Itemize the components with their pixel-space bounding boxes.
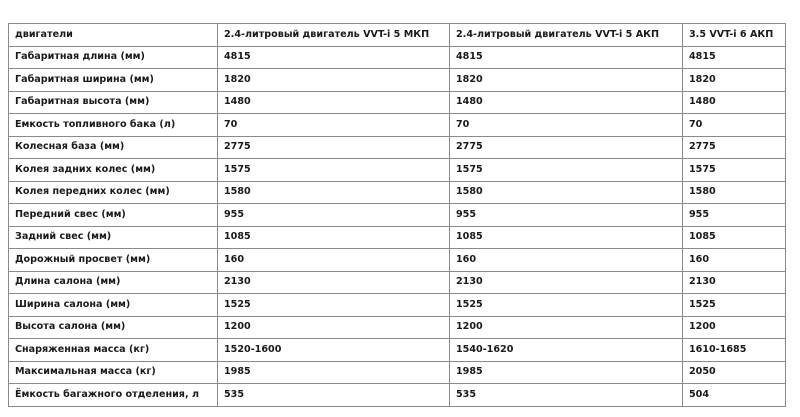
- cell-value: 535: [218, 384, 450, 407]
- cell-value: 1580: [218, 181, 450, 204]
- cell-value: 70: [683, 114, 786, 137]
- table-row: [9, 204, 786, 227]
- header-cell-engines: двигатели: [9, 24, 218, 47]
- table-row: [9, 316, 786, 339]
- row-label: Габаритная ширина (мм): [9, 69, 218, 92]
- cell-value: 1540-1620: [450, 339, 683, 362]
- cell-value: 4815: [218, 46, 450, 69]
- specs-table-container: [8, 23, 786, 407]
- row-label: Габаритная высота (мм): [9, 91, 218, 114]
- row-label: Дорожный просвет (мм): [9, 249, 218, 272]
- cell-value: 2130: [450, 271, 683, 294]
- table-row: [9, 46, 786, 69]
- cell-value: 1820: [450, 69, 683, 92]
- cell-value: 535: [450, 384, 683, 407]
- cell-value: 1200: [450, 316, 683, 339]
- cell-value: 2130: [218, 271, 450, 294]
- cell-value: 1575: [218, 159, 450, 182]
- cell-value: 160: [450, 249, 683, 272]
- cell-value: 2775: [218, 136, 450, 159]
- row-label: Ширина салона (мм): [9, 294, 218, 317]
- table-row: [9, 226, 786, 249]
- cell-value: 1820: [683, 69, 786, 92]
- header-cell-mt: 2.4-литровый двигатель VVT-i 5 МКП: [218, 24, 450, 47]
- table-header-row: [9, 24, 786, 47]
- cell-value: 955: [450, 204, 683, 227]
- cell-value: 1520-1600: [218, 339, 450, 362]
- cell-value: 160: [218, 249, 450, 272]
- row-label: Задний свес (мм): [9, 226, 218, 249]
- cell-value: 1985: [218, 361, 450, 384]
- cell-value: 1820: [218, 69, 450, 92]
- header-cell-v6: 3.5 VVT-i 6 АКП: [683, 24, 786, 47]
- table-row: [9, 339, 786, 362]
- cell-value: 1085: [450, 226, 683, 249]
- cell-value: 1200: [683, 316, 786, 339]
- table-row: [9, 69, 786, 92]
- cell-value: 1575: [683, 159, 786, 182]
- table-row: [9, 249, 786, 272]
- row-label: Ёмкость багажного отделения, л: [9, 384, 218, 407]
- row-label: Максимальная масса (кг): [9, 361, 218, 384]
- row-label: Емкость топливного бака (л): [9, 114, 218, 137]
- table-row: [9, 114, 786, 137]
- table-row: [9, 159, 786, 182]
- row-label: Длина салона (мм): [9, 271, 218, 294]
- cell-value: 70: [218, 114, 450, 137]
- cell-value: 2775: [683, 136, 786, 159]
- table-row: [9, 181, 786, 204]
- cell-value: 1575: [450, 159, 683, 182]
- table-row: [9, 384, 786, 407]
- cell-value: 2775: [450, 136, 683, 159]
- cell-value: 4815: [683, 46, 786, 69]
- row-label: Снаряженная масса (кг): [9, 339, 218, 362]
- cell-value: 2130: [683, 271, 786, 294]
- cell-value: 955: [218, 204, 450, 227]
- cell-value: 1085: [218, 226, 450, 249]
- row-label: Колесная база (мм): [9, 136, 218, 159]
- cell-value: 1480: [450, 91, 683, 114]
- cell-value: 1580: [450, 181, 683, 204]
- row-label: Передний свес (мм): [9, 204, 218, 227]
- cell-value: 1480: [218, 91, 450, 114]
- cell-value: 70: [450, 114, 683, 137]
- cell-value: 1580: [683, 181, 786, 204]
- cell-value: 1610-1685: [683, 339, 786, 362]
- cell-value: 1985: [450, 361, 683, 384]
- cell-value: 1525: [450, 294, 683, 317]
- row-label: Высота салона (мм): [9, 316, 218, 339]
- cell-value: 1525: [683, 294, 786, 317]
- cell-value: 1200: [218, 316, 450, 339]
- cell-value: 955: [683, 204, 786, 227]
- table-row: [9, 136, 786, 159]
- cell-value: 1085: [683, 226, 786, 249]
- cell-value: 4815: [450, 46, 683, 69]
- cell-value: 504: [683, 384, 786, 407]
- row-label: Колея задних колес (мм): [9, 159, 218, 182]
- table-row: [9, 294, 786, 317]
- cell-value: 1480: [683, 91, 786, 114]
- cell-value: 2050: [683, 361, 786, 384]
- cell-value: 160: [683, 249, 786, 272]
- specs-table: [8, 23, 786, 407]
- row-label: Габаритная длина (мм): [9, 46, 218, 69]
- table-row: [9, 271, 786, 294]
- table-row: [9, 91, 786, 114]
- row-label: Колея передних колес (мм): [9, 181, 218, 204]
- cell-value: 1525: [218, 294, 450, 317]
- header-cell-at: 2.4-литровый двигатель VVT-i 5 АКП: [450, 24, 683, 47]
- table-row: [9, 361, 786, 384]
